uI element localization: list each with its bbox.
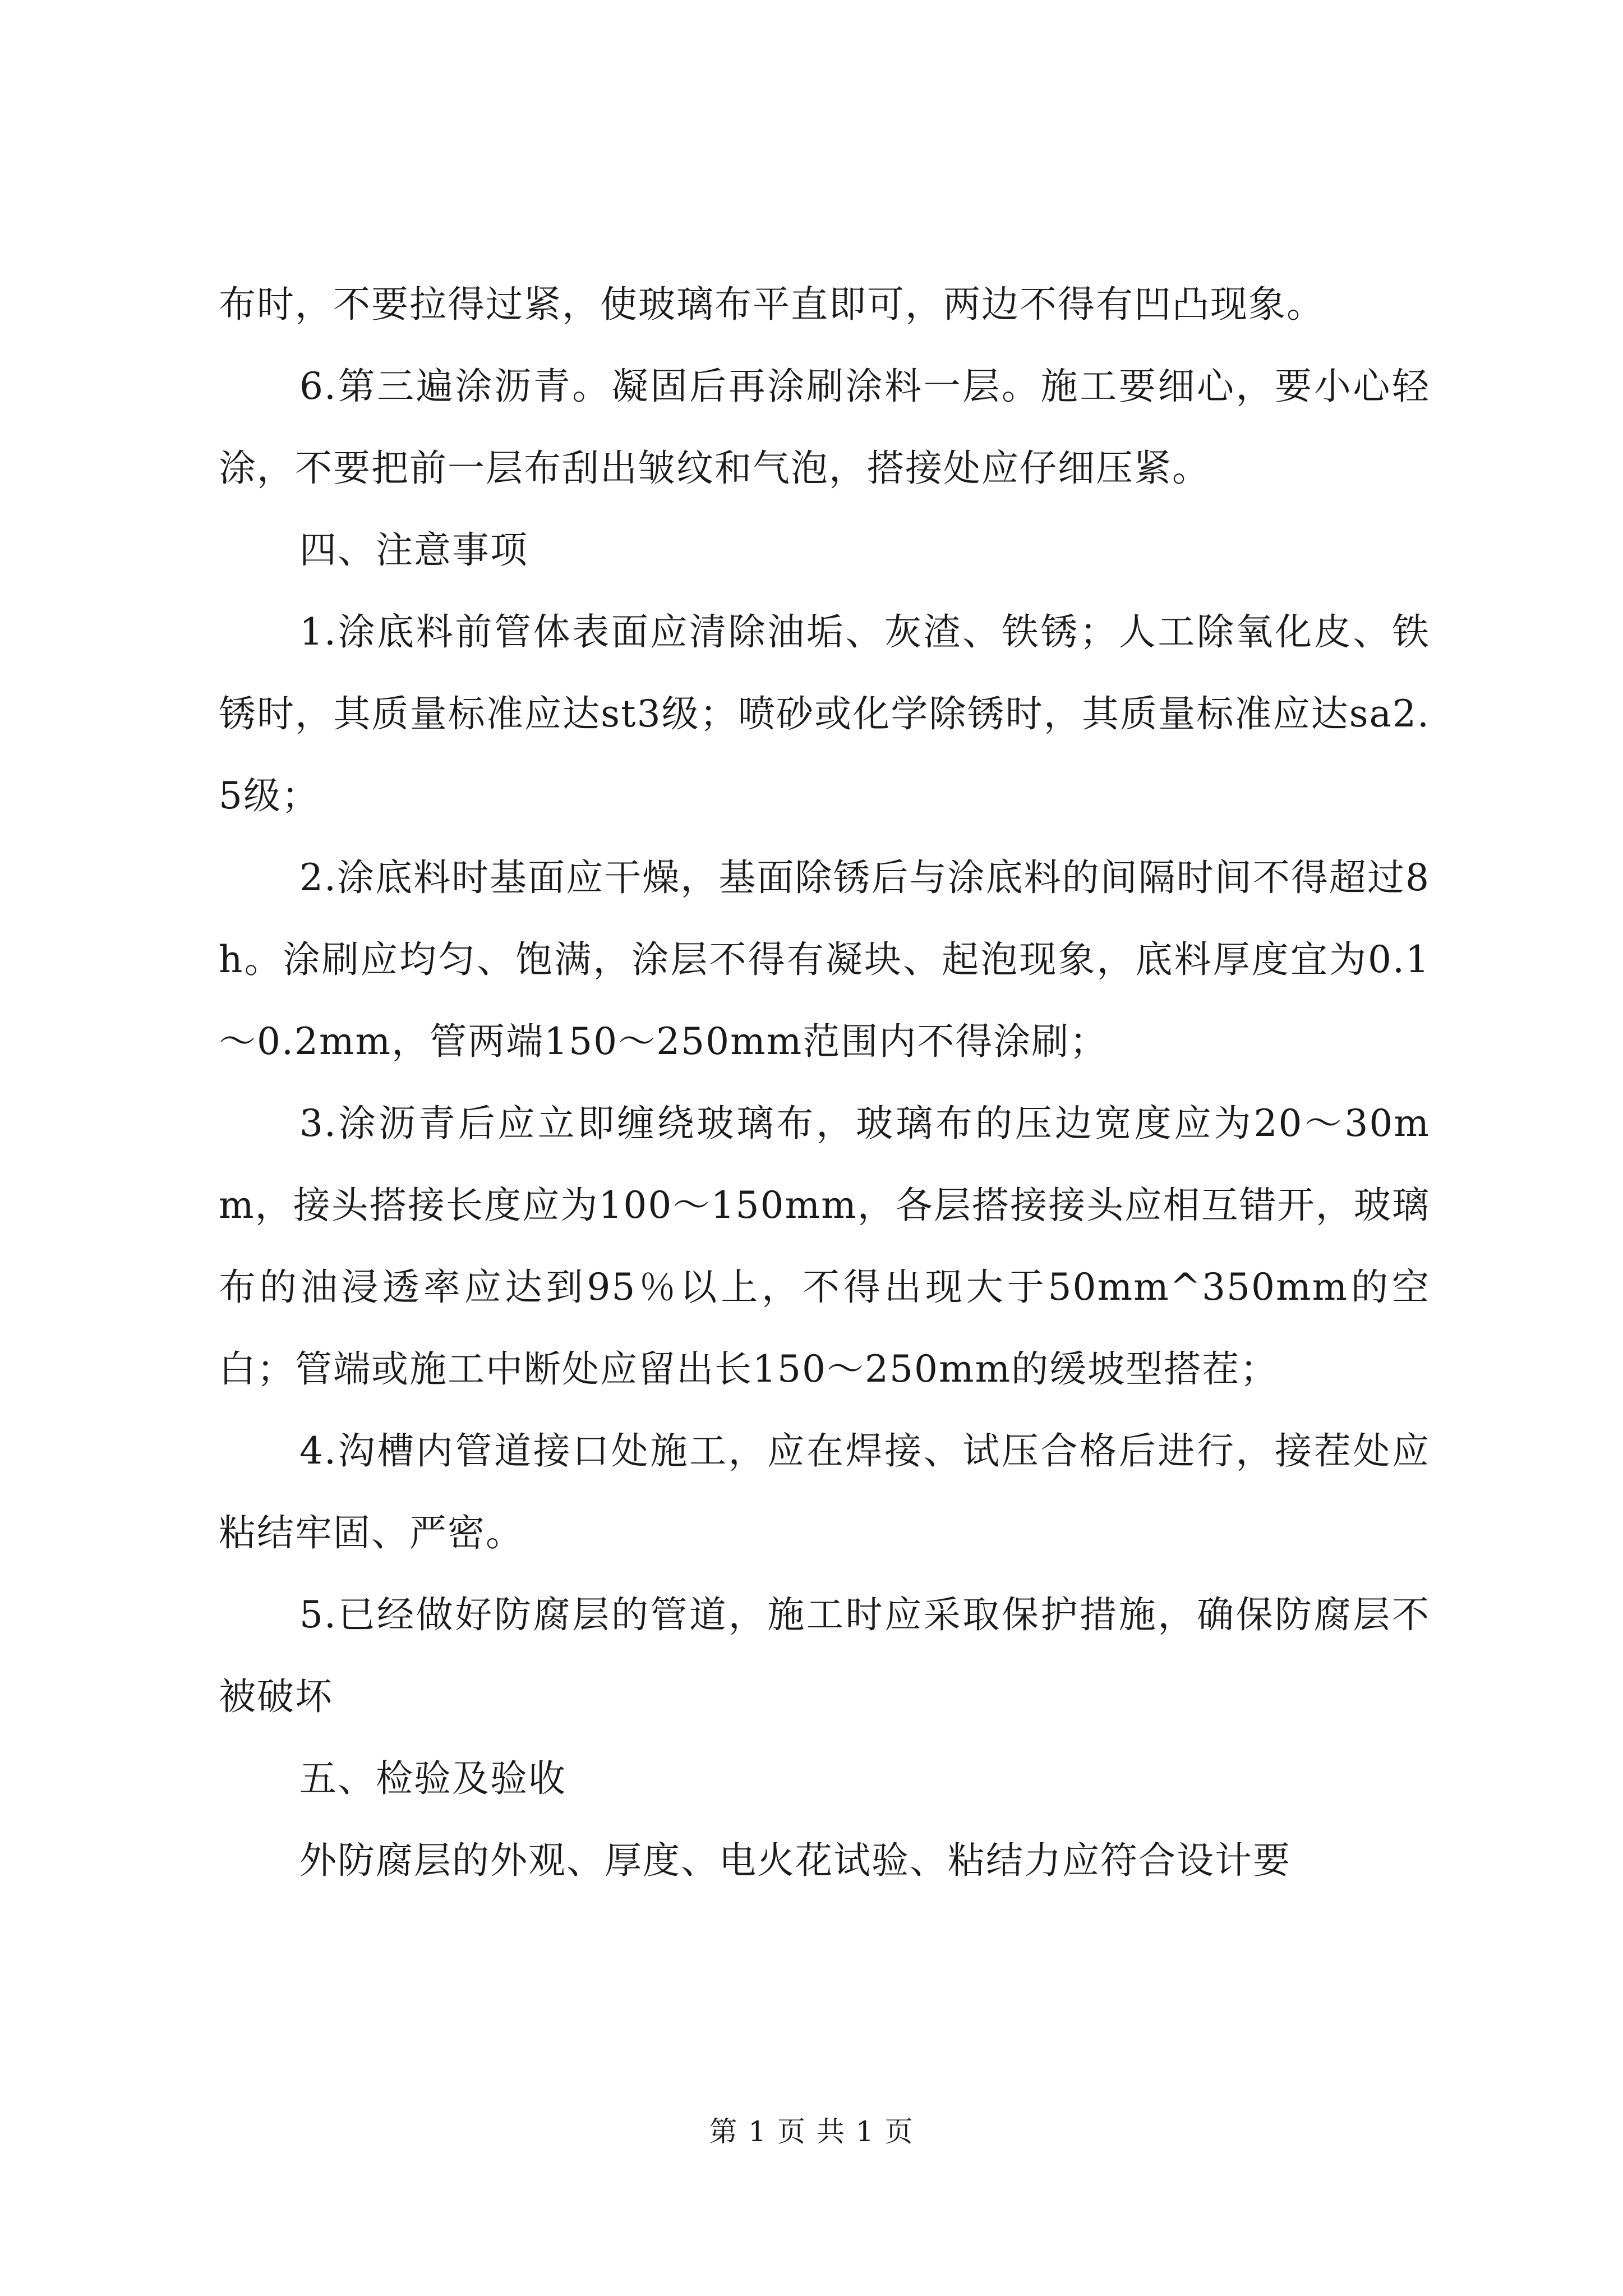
section-heading-inspection: 五、检验及验收 [299, 1757, 566, 1800]
page-footer: 第 1 页 共 1 页 [709, 2115, 914, 2148]
document-body [219, 264, 1430, 1902]
paragraph-precaution-5: 5.已经做好防腐层的管道，施工时应采取保护措施，确保防腐层不被破坏 [219, 1593, 1430, 1718]
paragraph-precaution-2: 2.涂底料时基面应干燥，基面除锈后与涂底料的间隔时间不得超过8h。涂刷应均匀、饱满，涂层不得有凝块、起泡现象，底料厚度宜为0.1～0.2mm，管两端150～250mm范围内不得涂刷； [219, 856, 1430, 1063]
paragraph-precaution-4: 4.沟槽内管道接口处施工，应在焊接、试压合格后进行，接茬处应粘结牢固、严密。 [219, 1429, 1430, 1554]
paragraph-step-6: 6.第三遍涂沥青。凝固后再涂刷涂料一层。施工要细心，要小心轻涂，不要把前一层布刮出皱纹和气泡，搭接处应仔细压紧。 [219, 365, 1430, 490]
section-heading-precautions: 四、注意事项 [299, 528, 528, 572]
paragraph-inspection: 外防腐层的外观、厚度、电火花试验、粘结力应符合设计要 [299, 1839, 1291, 1882]
paragraph-precaution-1: 1.涂底料前管体表面应清除油垢、灰渣、铁锈；人工除氧化皮、铁锈时，其质量标准应达st3级；喷砂或化学除锈时，其质量标准应达sa2.5级； [219, 610, 1430, 817]
paragraph-continuation: 布时，不要拉得过紧，使玻璃布平直即可，两边不得有凹凸现象。 [219, 283, 1325, 326]
paragraph-precaution-3: 3.涂沥青后应立即缠绕玻璃布，玻璃布的压边宽度应为20～30mm，接头搭接长度应为100～150mm，各层搭接接头应相互错开，玻璃布的油浸透率应达到95％以上，不得出现大于50mm^350mm的空白；管端或施工中断处应留出长150～250mm的缓坡型搭茬； [219, 1102, 1430, 1391]
